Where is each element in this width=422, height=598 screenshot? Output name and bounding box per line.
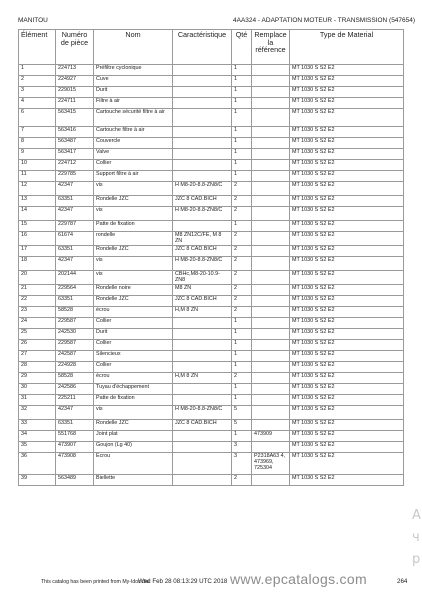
row-element: 25 [19,329,56,340]
row-part-number: 473908 [56,453,94,475]
row-replaces [252,420,290,431]
row-name: Tuyau d'échappement [94,384,173,395]
row-quantity: 1 [232,149,252,160]
row-quantity: 2 [232,246,252,257]
row-replaces [252,109,290,127]
row-element: 22 [19,296,56,307]
row-replaces [252,160,290,171]
row-element: 17 [19,246,56,257]
table-row [19,196,404,207]
row-replaces: 473909 [252,431,290,442]
table-row [19,351,404,362]
row-replaces [252,395,290,406]
row-part-number: 225211 [56,395,94,406]
row-element: 8 [19,138,56,149]
row-element: 39 [19,475,56,486]
row-name: Joint plat [94,431,173,442]
watermark: www.epcatalogs.com [230,571,367,587]
row-material-type: MT 1030 S S2 E2 [290,76,404,87]
table-row [19,160,404,171]
row-part-number: 58528 [56,373,94,384]
row-element: 14 [19,207,56,221]
row-name: Durit [94,329,173,340]
row-part-number: 224712 [56,160,94,171]
footer-date: Wed Feb 28 08:13:29 UTC 2018 [138,578,228,585]
row-characteristic [173,98,232,109]
col-header-part-number: Numéro de pièce [56,30,94,65]
row-part-number: 229015 [56,87,94,98]
table-row [19,340,404,351]
row-part-number: 242587 [56,351,94,362]
table-row [19,87,404,98]
row-name: Cartouche sécurité filtre à air [94,109,173,127]
row-replaces [252,351,290,362]
row-element: 16 [19,232,56,246]
row-material-type: MT 1030 S S2 E2 [290,98,404,109]
row-replaces [252,138,290,149]
row-material-type: MT 1030 S S2 E2 [290,257,404,271]
row-part-number: 42347 [56,257,94,271]
row-quantity: 1 [232,65,252,76]
row-quantity: 3 [232,453,252,475]
row-material-type: MT 1030 S S2 E2 [290,285,404,296]
table-row [19,65,404,76]
row-characteristic [173,87,232,98]
row-element: 15 [19,221,56,232]
table-row [19,307,404,318]
row-quantity: 1 [232,362,252,373]
row-characteristic: M8 ZN [173,285,232,296]
row-quantity: 1 [232,431,252,442]
brand-label: MANITOU [18,17,48,24]
row-replaces [252,362,290,373]
row-part-number: 563416 [56,127,94,138]
row-part-number: 202144 [56,271,94,285]
row-element: 29 [19,373,56,384]
row-part-number: 42347 [56,207,94,221]
table-row [19,98,404,109]
row-part-number: 229587 [56,318,94,329]
col-header-name: Nom [94,30,173,65]
row-part-number: 63351 [56,296,94,307]
row-quantity: 1 [232,318,252,329]
table-row [19,431,404,442]
side-glyph: А [412,508,421,523]
row-part-number: 563417 [56,149,94,160]
row-replaces [252,296,290,307]
row-replaces [252,182,290,196]
row-replaces [252,475,290,486]
row-element: 11 [19,171,56,182]
row-name: Support filtre à air [94,171,173,182]
row-part-number: 563415 [56,109,94,127]
row-characteristic [173,340,232,351]
row-element: 26 [19,340,56,351]
row-material-type: MT 1030 S S2 E2 [290,329,404,340]
table-row [19,271,404,285]
row-name: Filtre à air [94,98,173,109]
row-element: 31 [19,395,56,406]
row-material-type: MT 1030 S S2 E2 [290,171,404,182]
row-name: Collier [94,160,173,171]
row-element: 18 [19,257,56,271]
row-replaces [252,257,290,271]
table-row [19,76,404,87]
row-name: Préfiltre cyclonique [94,65,173,76]
table-row [19,207,404,221]
row-part-number: 242586 [56,384,94,395]
row-characteristic [173,149,232,160]
row-replaces [252,373,290,384]
table-row [19,384,404,395]
table-row [19,257,404,271]
row-part-number: 563487 [56,138,94,149]
row-replaces [252,232,290,246]
row-characteristic [173,475,232,486]
row-material-type: MT 1030 S S2 E2 [290,362,404,373]
table-row [19,442,404,453]
row-characteristic: JZC 8 CAD.BICH [173,296,232,307]
row-element: 13 [19,196,56,207]
row-part-number: 58528 [56,307,94,318]
row-part-number: 63351 [56,196,94,207]
row-characteristic [173,453,232,475]
row-quantity: 1 [232,384,252,395]
row-characteristic: JZC 8 CAD.BICH [173,246,232,257]
row-characteristic [173,362,232,373]
row-material-type: MT 1030 S S2 E2 [290,475,404,486]
row-characteristic: H M8-20-8.8-ZN8/C [173,257,232,271]
row-name: vis [94,207,173,221]
footer-note: This catalog has been printed from My-Idoc the [41,579,150,585]
table-row [19,318,404,329]
row-material-type: MT 1030 S S2 E2 [290,232,404,246]
row-part-number: 242530 [56,329,94,340]
row-material-type: MT 1030 S S2 E2 [290,431,404,442]
row-quantity: 1 [232,76,252,87]
row-material-type: MT 1030 S S2 E2 [290,149,404,160]
row-quantity: 1 [232,87,252,98]
row-name: Rondelle noire [94,285,173,296]
row-quantity: 1 [232,340,252,351]
row-replaces [252,196,290,207]
row-characteristic [173,160,232,171]
row-material-type: MT 1030 S S2 E2 [290,127,404,138]
table-header-row [19,30,404,65]
row-characteristic [173,431,232,442]
row-characteristic [173,109,232,127]
row-part-number: 63351 [56,420,94,431]
row-characteristic: CBHc,M8-20-10.9-ZN8 [173,271,232,285]
row-material-type: MT 1030 S S2 E2 [290,138,404,149]
row-characteristic [173,384,232,395]
row-name: Goujon (Lg 40) [94,442,173,453]
row-quantity: 1 [232,351,252,362]
table-row [19,127,404,138]
row-replaces [252,442,290,453]
row-name: Cuve [94,76,173,87]
row-element: 21 [19,285,56,296]
row-material-type: MT 1030 S S2 E2 [290,246,404,257]
row-element: 32 [19,406,56,420]
row-characteristic [173,395,232,406]
row-element: 33 [19,420,56,431]
row-name: écrou [94,373,173,384]
col-header-characteristic: Caractéristique [173,30,232,65]
table-row [19,406,404,420]
row-quantity: 1 [232,109,252,127]
row-characteristic [173,351,232,362]
col-header-material-type: Type de Material [290,30,404,65]
table-row [19,420,404,431]
table-row [19,138,404,149]
row-name: vis [94,257,173,271]
row-element: 24 [19,318,56,329]
row-part-number: 42347 [56,182,94,196]
row-material-type: MT 1030 S S2 E2 [290,182,404,196]
row-part-number: 473907 [56,442,94,453]
row-part-number: 551768 [56,431,94,442]
row-name: vis [94,271,173,285]
row-characteristic [173,221,232,232]
row-part-number: 61674 [56,232,94,246]
row-name: Valve [94,149,173,160]
row-quantity: 1 [232,160,252,171]
row-characteristic [173,138,232,149]
row-characteristic [173,76,232,87]
row-name: Patte de fixation [94,221,173,232]
row-replaces: P2318A63 4, 473969, 725304 [252,453,290,475]
row-quantity: 2 [232,207,252,221]
row-part-number: 229787 [56,221,94,232]
col-header-replaces: Remplace la référence [252,30,290,65]
row-replaces [252,98,290,109]
row-replaces [252,384,290,395]
row-replaces [252,149,290,160]
row-quantity: 3 [232,442,252,453]
row-name: Durit [94,87,173,98]
row-name: Collier [94,362,173,373]
row-replaces [252,127,290,138]
row-material-type: MT 1030 S S2 E2 [290,340,404,351]
table-row [19,246,404,257]
row-replaces [252,340,290,351]
row-name: rondelle [94,232,173,246]
row-material-type: MT 1030 S S2 E2 [290,406,404,420]
row-name: Collier [94,340,173,351]
row-element: 27 [19,351,56,362]
row-characteristic: M8 ZN12C/FE, M 8 ZN [173,232,232,246]
row-element: 34 [19,431,56,442]
table-row [19,232,404,246]
side-glyph: р [412,552,421,567]
row-material-type: MT 1030 S S2 E2 [290,296,404,307]
table-row [19,285,404,296]
row-characteristic: H,M 8 ZN [173,373,232,384]
table-row [19,362,404,373]
row-name: Biellette [94,475,173,486]
row-characteristic [173,65,232,76]
row-quantity: 2 [232,307,252,318]
document-title: 4AA324 - ADAPTATION MOTEUR - TRANSMISSION (547654) [233,17,416,24]
row-characteristic [173,329,232,340]
row-quantity: 1 [232,171,252,182]
row-part-number: 224711 [56,98,94,109]
row-material-type: MT 1030 S S2 E2 [290,318,404,329]
row-element: 7 [19,127,56,138]
row-element: 12 [19,182,56,196]
row-replaces [252,171,290,182]
row-characteristic [173,171,232,182]
row-quantity: 2 [232,232,252,246]
row-part-number: 63351 [56,246,94,257]
row-replaces [252,65,290,76]
row-element: 35 [19,442,56,453]
table-row [19,329,404,340]
row-part-number: 42347 [56,406,94,420]
row-element: 10 [19,160,56,171]
row-quantity: 2 [232,196,252,207]
table-row [19,453,404,475]
page-number: 264 [397,578,408,585]
parts-table [18,29,404,486]
row-element: 23 [19,307,56,318]
row-quantity: 2 [232,373,252,384]
row-part-number: 229785 [56,171,94,182]
row-name: vis [94,406,173,420]
row-name: Couvercle [94,138,173,149]
col-header-quantity: Qté [232,30,252,65]
row-material-type: MT 1030 S S2 E2 [290,196,404,207]
row-element: 20 [19,271,56,285]
row-part-number: 224928 [56,362,94,373]
table-row [19,182,404,196]
row-material-type: MT 1030 S S2 E2 [290,65,404,76]
row-quantity: 2 [232,182,252,196]
row-element: 36 [19,453,56,475]
row-material-type: MT 1030 S S2 E2 [290,384,404,395]
row-element: 2 [19,76,56,87]
row-name: Collier [94,318,173,329]
row-quantity: 1 [232,138,252,149]
table-row [19,395,404,406]
row-name: Silencieux [94,351,173,362]
row-quantity: 2 [232,257,252,271]
row-name: Patte de fixation [94,395,173,406]
row-material-type: MT 1030 S S2 E2 [290,307,404,318]
row-name: Rondelle JZC [94,196,173,207]
row-replaces [252,318,290,329]
row-element: 6 [19,109,56,127]
row-material-type: MT 1030 S S2 E2 [290,453,404,475]
row-material-type: MT 1030 S S2 E2 [290,207,404,221]
row-name: Cartouche filtre à air [94,127,173,138]
row-replaces [252,221,290,232]
row-replaces [252,207,290,221]
row-material-type: MT 1030 S S2 E2 [290,271,404,285]
row-name: Rondelle JZC [94,420,173,431]
table-row [19,221,404,232]
row-material-type: MT 1030 S S2 E2 [290,160,404,171]
row-replaces [252,406,290,420]
row-replaces [252,87,290,98]
row-material-type: MT 1030 S S2 E2 [290,395,404,406]
row-material-type: MT 1030 S S2 E2 [290,221,404,232]
row-replaces [252,307,290,318]
row-characteristic: H M8-20-8.8-ZN8/C [173,406,232,420]
row-part-number: 563489 [56,475,94,486]
table-row [19,171,404,182]
row-material-type: MT 1030 S S2 E2 [290,442,404,453]
row-replaces [252,246,290,257]
row-element: 9 [19,149,56,160]
row-part-number: 224713 [56,65,94,76]
row-quantity: 1 [232,98,252,109]
row-replaces [252,285,290,296]
row-material-type: MT 1030 S S2 E2 [290,373,404,384]
row-replaces [252,271,290,285]
row-name: Rondelle JZC [94,296,173,307]
row-characteristic: JZC 8 CAD.BICH [173,420,232,431]
row-material-type: MT 1030 S S2 E2 [290,109,404,127]
row-quantity: 5 [232,406,252,420]
row-characteristic [173,442,232,453]
row-element: 4 [19,98,56,109]
row-characteristic [173,318,232,329]
row-quantity: 2 [232,271,252,285]
row-characteristic: H M8-20-8.8-ZN8/C [173,182,232,196]
row-quantity: 5 [232,420,252,431]
side-glyph-column [412,505,422,571]
col-header-element: Élément [19,30,56,65]
table-row [19,149,404,160]
row-name: vis [94,182,173,196]
row-quantity: 2 [232,296,252,307]
row-quantity: 2 [232,285,252,296]
row-part-number: 229587 [56,340,94,351]
row-replaces [252,76,290,87]
table-row [19,475,404,486]
row-characteristic [173,127,232,138]
row-replaces [252,329,290,340]
row-material-type: MT 1030 S S2 E2 [290,420,404,431]
row-quantity: 1 [232,221,252,232]
row-element: 28 [19,362,56,373]
row-name: Rondelle JZC [94,246,173,257]
row-quantity: 1 [232,127,252,138]
row-quantity: 1 [232,329,252,340]
table-row [19,373,404,384]
row-part-number: 229564 [56,285,94,296]
row-element: 30 [19,384,56,395]
side-glyph: ч [412,530,420,545]
row-name: Ecrou [94,453,173,475]
row-characteristic: H,M 8 ZN [173,307,232,318]
row-part-number: 224927 [56,76,94,87]
row-characteristic: JZC 8 CAD.BICH [173,196,232,207]
row-quantity: 1 [232,395,252,406]
row-material-type: MT 1030 S S2 E2 [290,87,404,98]
row-characteristic: H M8-20-8.8-ZN8/C [173,207,232,221]
table-row [19,109,404,127]
row-name: écrou [94,307,173,318]
row-quantity: 2 [232,475,252,486]
table-row [19,296,404,307]
row-element: 1 [19,65,56,76]
row-element: 3 [19,87,56,98]
row-material-type: MT 1030 S S2 E2 [290,351,404,362]
